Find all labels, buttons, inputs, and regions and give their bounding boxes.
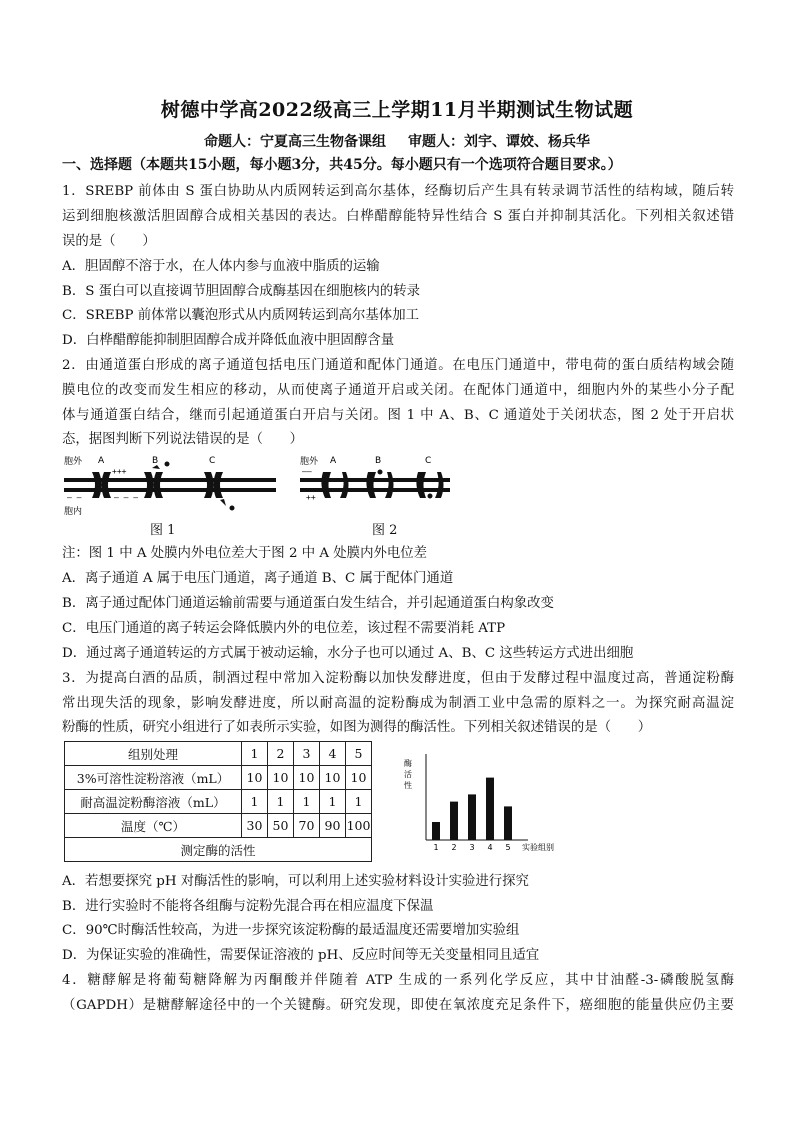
svg-text:‒‒: ‒‒ <box>302 467 312 476</box>
chart-bar <box>486 778 494 840</box>
chart-bar <box>468 794 476 840</box>
table-header-cell: 3 <box>294 742 320 766</box>
q3-stem-line-2: 常出现失活的现象，影响发酵进度，所以耐高温的淀粉酶成为制酒工业中急需的原料之一。为探究耐高温淀 <box>62 696 734 711</box>
enzyme-activity-bar-chart <box>400 748 570 858</box>
chart-bar <box>450 802 458 840</box>
chart-bar <box>504 806 512 840</box>
reviewer-text: 审题人：刘宇、谭姣、杨兵华 <box>408 134 590 150</box>
table-footer-row <box>65 838 372 862</box>
table-cell: 温度（℃） <box>65 814 242 838</box>
section-heading: 一、选择题（本题共15小题，每小题3分，共45分。每小题只有一个选项符合题目要求。） <box>62 157 622 173</box>
q2-note: 注：图 1 中 A 处膜内外电位差大于图 2 中 A 处膜内外电位差 <box>62 546 428 561</box>
q3-option-b: B．进行实验时不能将各组酶与淀粉先混合再在相应温度下保温 <box>62 899 434 914</box>
chart-ylabel-line-2: 活 <box>404 770 412 779</box>
table-header-cell: 5 <box>346 742 372 766</box>
chart-tick-label: 1 <box>433 843 439 852</box>
table-cell: 3%可溶性淀粉溶液（mL） <box>65 766 242 790</box>
fig2-channel-b-label: B <box>375 456 382 466</box>
table-cell: 30 <box>242 814 268 838</box>
fig1-channel-a <box>92 472 111 498</box>
table-cell: 1 <box>242 790 268 814</box>
q1-option-b: B．S 蛋白可以直接调节胆固醇合成酶基因在细胞核内的转录 <box>62 284 421 299</box>
table-header-cell: 1 <box>242 742 268 766</box>
fig2-channel-c <box>416 472 443 499</box>
fig2-channel-b <box>366 470 393 499</box>
setter-text: 命题人：宁夏高三生物备课组 <box>204 134 386 150</box>
table-row <box>65 766 372 790</box>
q2-option-b: B．离子通过配体门通道运输前需要与通道蛋白发生结合，并引起通道蛋白构象改变 <box>62 596 554 611</box>
table-header-cell: 2 <box>268 742 294 766</box>
table-cell: 10 <box>268 766 294 790</box>
table-header-row <box>65 742 372 766</box>
chart-tick-label: 4 <box>487 843 493 852</box>
q1-stem-line-3: 误的是（ ） <box>62 234 156 249</box>
figure-2-caption: 图 2 <box>372 523 398 538</box>
figure-1-membrane-diagram <box>64 452 276 518</box>
q2-stem-line-3: 体与通道蛋白结合，继而引起通道蛋白开启与关闭。图 1 中 A、B、C 通道处于关闭状态，图 2 处于开启状 <box>62 408 734 423</box>
fig2-channel-a-label: A <box>330 456 337 466</box>
fig2-channel-c-label: C <box>425 456 432 466</box>
q1-option-a: A．胆固醇不溶于水，在人体内参与血液中脂质的运输 <box>62 259 380 274</box>
chart-tick-label: 5 <box>505 843 511 852</box>
table-row <box>65 814 372 838</box>
table-cell: 90 <box>320 814 346 838</box>
table-header-cell: 4 <box>320 742 346 766</box>
q4-stem-line-2: （GAPDH）是糖酵解途径中的一个关键酶。研究发现，即使在氧浓度充足条件下，癌细胞的能量供应仍主要 <box>62 998 734 1013</box>
table-cell: 耐高温淀粉酶溶液（mL） <box>65 790 242 814</box>
authors-line <box>0 131 794 151</box>
fig2-charges <box>302 467 316 502</box>
chart-ylabel-line-1: 酶 <box>404 759 412 768</box>
fig2-channel-a <box>321 472 348 498</box>
table-row <box>65 790 372 814</box>
chart-xlabel: 实验组别 <box>522 843 554 852</box>
page-title: 树德中学高2022级高三上学期11月半期测试生物试题 <box>160 99 634 121</box>
table-cell: 1 <box>320 790 346 814</box>
q2-option-d: D．通过离子通道转运的方式属于被动运输，水分子也可以通过 A、B、C 这些转运方式进出细胞 <box>62 646 634 661</box>
figure-1-caption: 图 1 <box>150 523 176 538</box>
q2-option-c: C．电压门通道的离子转运会降低膜内外的电位差，该过程不需要消耗 ATP <box>62 621 506 636</box>
q2-option-a: A．离子通道 A 属于电压门通道，离子通道 B、C 属于配体门通道 <box>62 571 454 586</box>
svg-text:+++: +++ <box>112 467 127 476</box>
fig1-channel-a-label: A <box>98 456 105 466</box>
q3-option-d: D．为保证实验的准确性，需要保证溶液的 pH、反应时间等无关变量相同且适宜 <box>62 948 540 963</box>
fig1-channel-b-label: B <box>152 456 159 466</box>
q3-stem-line-3: 粉酶的性质，研究小组进行了如表所示实验，如图为测得的酶活性。下列相关叙述错误的是（ ） <box>62 720 652 735</box>
q3-experiment-table <box>64 741 372 862</box>
table-cell: 10 <box>242 766 268 790</box>
q2-stem-line-2: 膜电位的改变而发生相应的移动，从而使离子通道开启或关闭。在配体门通道中，细胞内外的某些小分子配 <box>62 383 734 398</box>
table-cell: 10 <box>320 766 346 790</box>
table-cell: 1 <box>346 790 372 814</box>
chart-bars <box>432 778 512 840</box>
svg-text:++: ++ <box>306 493 316 502</box>
q1-option-d: D．白桦醋醇能抑制胆固醇合成并降低血液中胆固醇含量 <box>62 333 395 348</box>
table-cell: 10 <box>294 766 320 790</box>
q2-stem-line-1: 2．由通道蛋白形成的离子通道包括电压门通道和配体门通道。在电压门通道中，带电荷的蛋白质结构域会随 <box>62 358 734 373</box>
table-footer-cell: 测定酶的活性 <box>65 838 372 862</box>
table-cell: 70 <box>294 814 320 838</box>
table-cell: 1 <box>268 790 294 814</box>
fig1-outside-label: 胞外 <box>64 457 83 467</box>
q3-stem-line-1: 3．为提高白酒的品质，制酒过程中常加入淀粉酶以加快发酵进度，但由于发酵过程中温度过高，普通淀粉酶 <box>62 671 734 686</box>
table-cell: 50 <box>268 814 294 838</box>
svg-text:‒ ‒ ‒: ‒ ‒ ‒ <box>114 493 139 502</box>
table-cell: 10 <box>346 766 372 790</box>
chart-tick-label: 2 <box>451 843 457 852</box>
q1-stem-line-2: 运到细胞核激活胆固醇合成相关基因的表达。白桦醋醇能特异性结合 S 蛋白并抑制其活化。下列相关叙述错 <box>62 209 734 224</box>
table-header-cell: 组别处理 <box>65 742 242 766</box>
fig2-outside-label: 胞外 <box>300 457 319 467</box>
q3-option-c: C．90℃时酶活性较高，为进一步探究该淀粉酶的最适温度还需要增加实验组 <box>62 923 520 938</box>
q1-stem-line-1: 1．SREBP 前体由 S 蛋白协助从内质网转运到高尔基体，经酶切后产生具有转录调节活性的结构域，随后转 <box>62 184 734 199</box>
chart-tick-label: 3 <box>469 843 475 852</box>
table-cell: 1 <box>294 790 320 814</box>
fig1-channel-c-label: C <box>209 456 216 466</box>
chart-ylabel-line-3: 性 <box>404 781 412 790</box>
q1-option-c: C．SREBP 前体常以囊泡形式从内质网转运到高尔基体加工 <box>62 308 419 323</box>
q3-option-a: A．若想要探究 pH 对酶活性的影响，可以利用上述实验材料设计实验进行探究 <box>62 874 529 889</box>
table-cell: 100 <box>346 814 372 838</box>
fig1-inside-label: 胞内 <box>64 507 83 517</box>
chart-bar <box>432 822 440 840</box>
q4-stem-line-1: 4．糖酵解是将葡萄糖降解为丙酮酸并伴随着 ATP 生成的一系列化学反应，其中甘油醛-3-磷酸脱氢酶 <box>62 973 734 988</box>
q2-stem-line-4: 态，据图判断下列说法错误的是（ ） <box>62 432 304 447</box>
figure-2-membrane-diagram <box>300 452 450 518</box>
chart-tick-labels <box>434 843 511 852</box>
svg-text:‒ ‒: ‒ ‒ <box>67 493 82 502</box>
